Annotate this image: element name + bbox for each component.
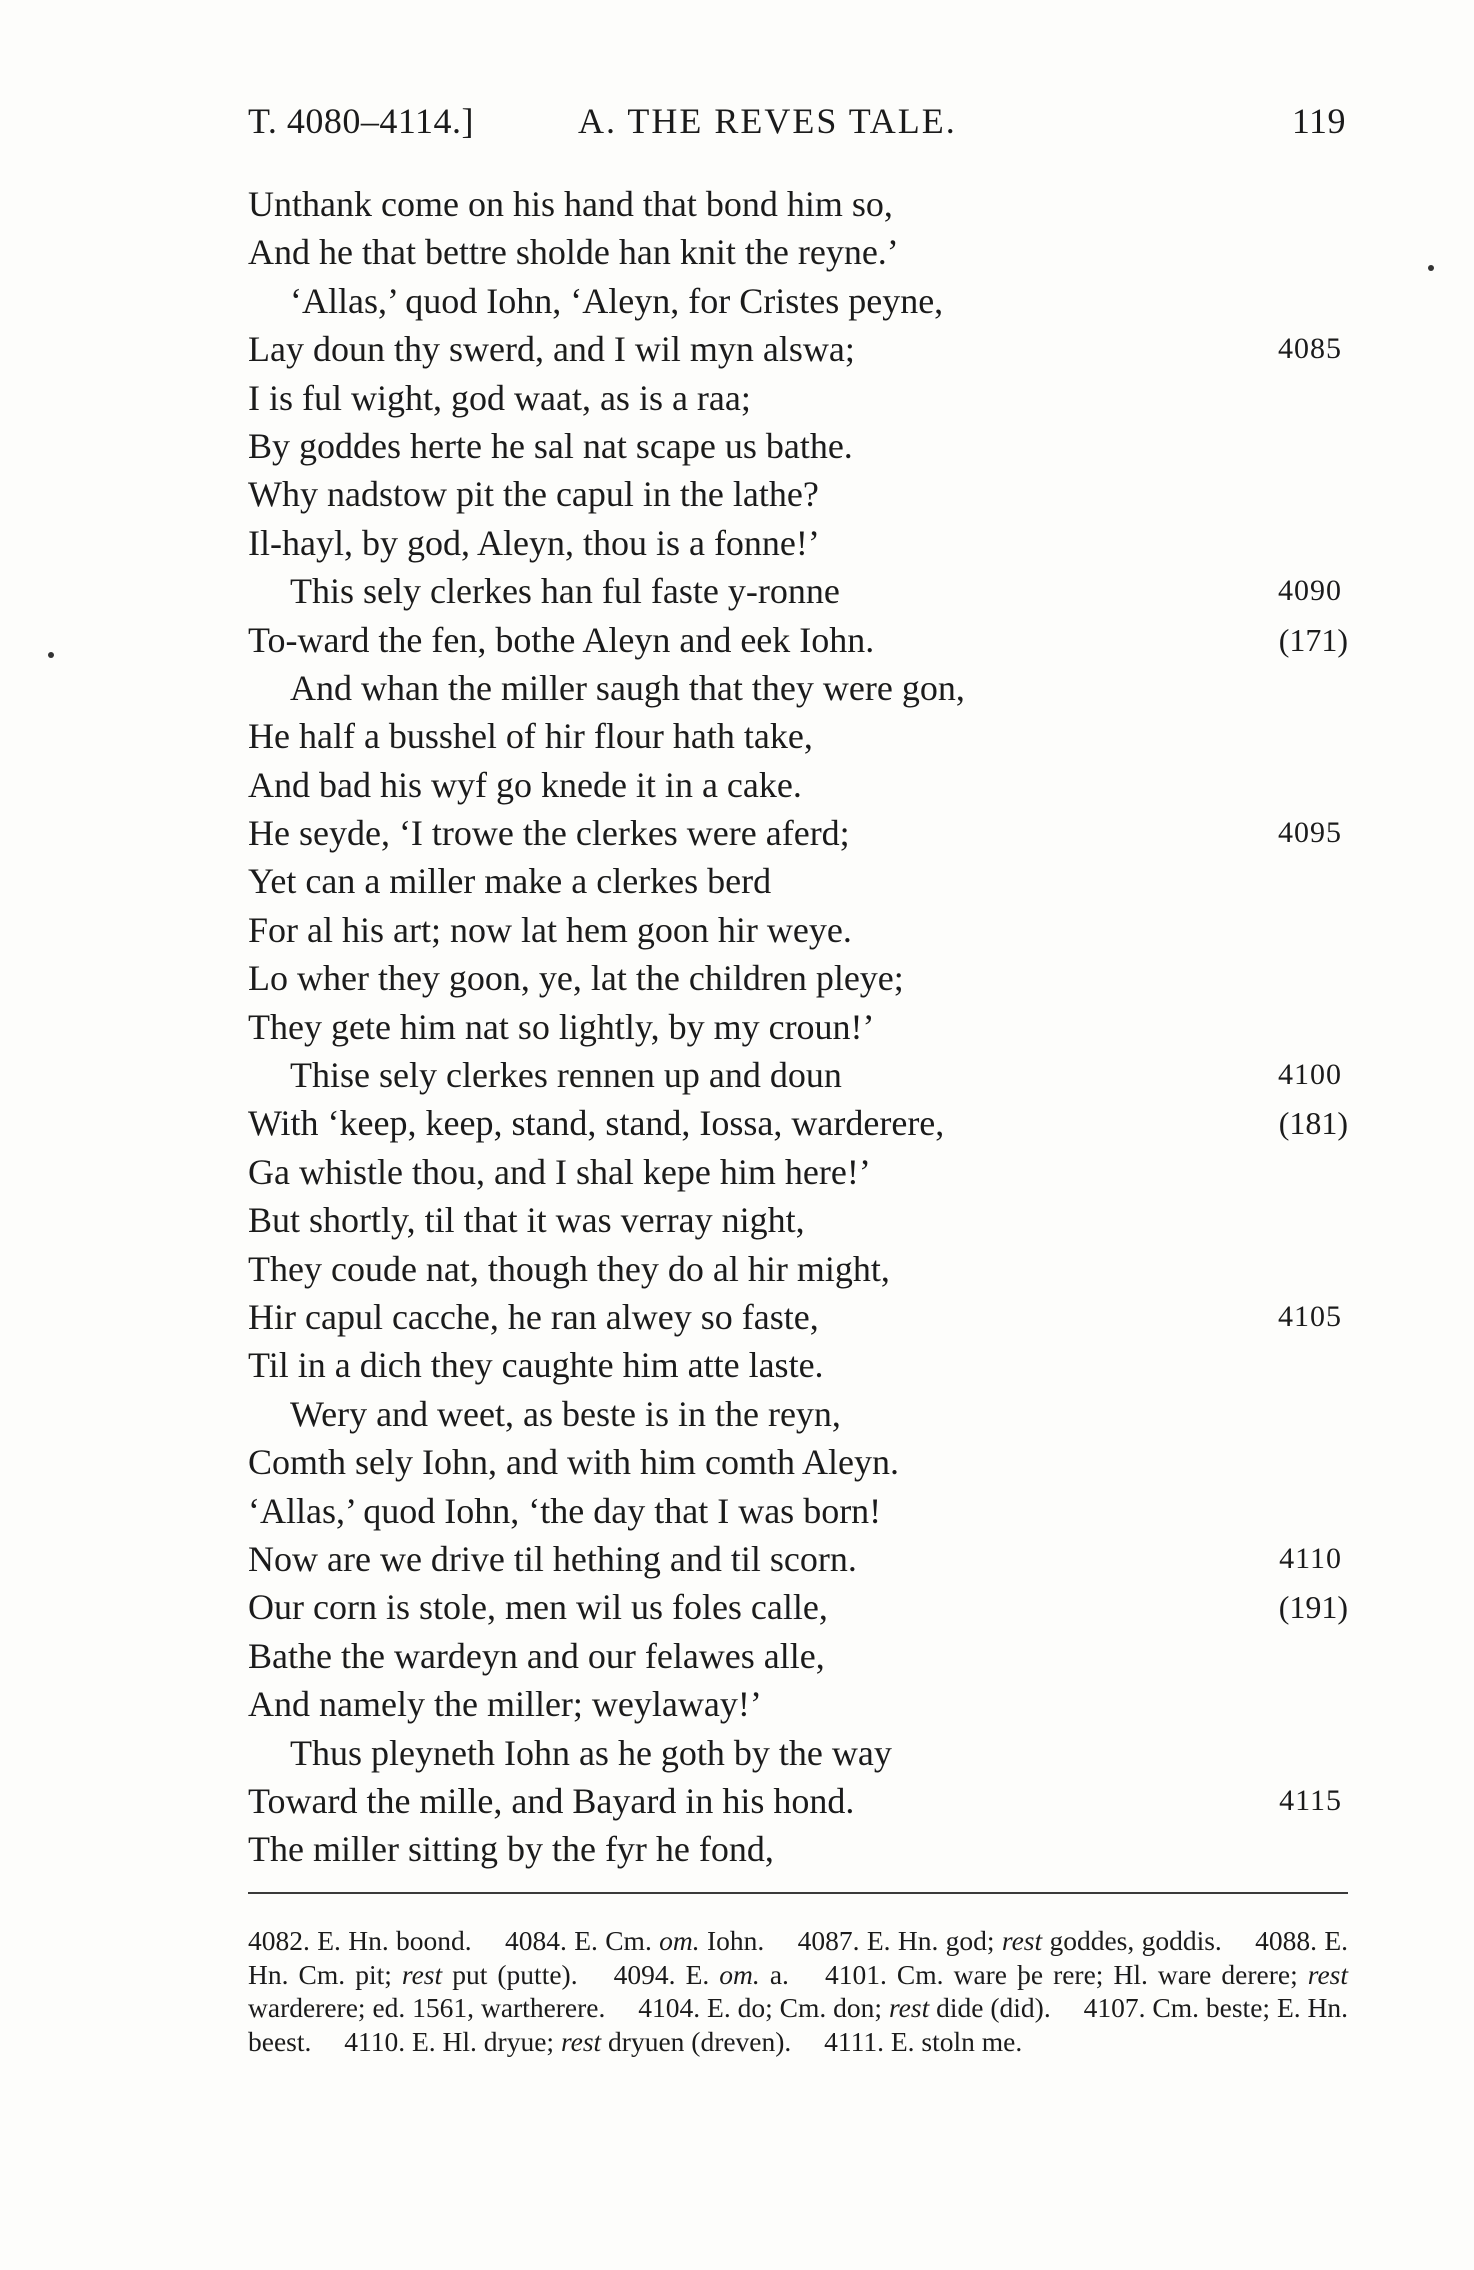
verse-line: [248, 1535, 1348, 1583]
note-italic-text: rest: [1001, 1925, 1043, 1956]
verse-line: [248, 228, 1348, 276]
verse-text: Hir capul cacche, he ran alwey so faste,: [248, 1296, 819, 1337]
verse-text: Lo wher they goon, ye, lat the children pleye;: [248, 958, 904, 999]
note-text: 4087. E. Hn. god;: [797, 1925, 1002, 1956]
verse-text: I is ful wight, god waat, as is a raa;: [248, 377, 751, 418]
note-italic-text: rest: [1307, 1958, 1348, 1990]
verse-text: Til in a dich they caughte him atte laste.: [248, 1345, 824, 1386]
line-number: 4095: [1278, 816, 1342, 850]
verse-text: Our corn is stole, men wil us foles calle,: [248, 1587, 828, 1628]
verse-line: [248, 567, 1348, 615]
verse-line: [248, 422, 1348, 470]
note-text: 4088. E. Hn. Cm. pit;: [248, 1925, 1349, 1990]
verse-text: And namely the miller; weylaway!’: [248, 1684, 762, 1725]
verse-line: [248, 1680, 1348, 1728]
verse-line: [248, 1293, 1348, 1341]
tale-title: A. THE REVES TALE.: [578, 101, 957, 141]
verse-text: Il-hayl, by god, Aleyn, thou is a fonne!’: [248, 522, 820, 563]
verse-line: [248, 1341, 1348, 1389]
verse-line: [248, 761, 1348, 809]
verse-line: [248, 1632, 1348, 1680]
note-text: 4084. E. Cm.: [505, 1925, 660, 1956]
verse-line: [248, 1051, 1348, 1099]
verse-text: Lay doun thy swerd, and I wil myn alswa;: [248, 329, 855, 370]
original-line-number: (181): [1278, 1105, 1348, 1142]
verse-text: He seyde, ‘I trowe the clerkes were aferd;: [248, 813, 850, 854]
verse-text: And he that bettre sholde han knit the reyne.’: [248, 232, 899, 273]
verse-line: [248, 180, 1348, 228]
verse-text: Ga whistle thou, and I shal kepe him here!’: [248, 1151, 871, 1192]
verse-text: Toward the mille, and Bayard in his hond.: [248, 1780, 855, 1821]
verse-text: By goddes herte he sal nat scape us bathe.: [248, 425, 853, 466]
margin-speck: [48, 652, 54, 658]
note-italic-text: om.: [719, 1958, 760, 1990]
verse-line: [248, 954, 1348, 1002]
note-text: put (putte).: [442, 1958, 578, 1990]
textual-note: [638, 1992, 1050, 2023]
line-number: 4115: [1279, 1783, 1342, 1817]
verse-line: [248, 1245, 1348, 1293]
original-line-number: (171): [1278, 621, 1348, 658]
verse-line: [248, 277, 1348, 325]
verse-line: [248, 1390, 1348, 1438]
verse-line: [248, 1003, 1348, 1051]
verse-line: [248, 857, 1348, 905]
note-text: 4107. Cm. beste; E. Hn. beest.: [248, 1992, 1348, 2057]
note-text: 4104. E. do; Cm. don;: [638, 1992, 889, 2023]
note-text: Iohn.: [699, 1925, 765, 1956]
line-number: 4105: [1278, 1299, 1342, 1333]
margin-speck: [1428, 265, 1434, 271]
verse-text: Thise sely clerkes rennen up and doun: [290, 1055, 842, 1096]
note-italic-text: om.: [659, 1925, 700, 1956]
line-number: 4110: [1279, 1541, 1342, 1575]
poem-text: [248, 180, 1348, 1874]
verse-text: To-ward the fen, bothe Aleyn and eek Iohn.: [248, 619, 875, 660]
verse-text: Thus pleyneth Iohn as he goth by the way: [290, 1732, 892, 1773]
verse-line: [248, 325, 1348, 373]
note-italic-text: rest: [401, 1958, 443, 1990]
line-number: 4100: [1278, 1058, 1342, 1092]
textual-note: [248, 1925, 472, 1956]
verse-line: [248, 906, 1348, 954]
textual-note: [824, 2026, 1022, 2057]
note-text: warderere; ed. 1561, wartherere.: [248, 1992, 606, 2023]
verse-text: But shortly, til that it was verray night,: [248, 1200, 805, 1241]
verse-line: [248, 664, 1348, 712]
note-text: goddes, goddis.: [1042, 1925, 1222, 1956]
verse-text: He half a busshel of hir flour hath take,: [248, 716, 813, 757]
verse-text: Now are we drive til hething and til scorn.: [248, 1538, 857, 1579]
running-header: [248, 100, 1348, 150]
verse-text: The miller sitting by the fyr he fond,: [248, 1829, 774, 1870]
line-range: T. 4080–4114.]: [248, 101, 474, 141]
verse-text: Bathe the wardeyn and our felawes alle,: [248, 1635, 825, 1676]
verse-line: [248, 1583, 1348, 1631]
verse-line: [248, 374, 1348, 422]
note-text: 4101. Cm. ware þe rere; Hl. ware derere;: [825, 1958, 1308, 1990]
verse-text: For al his art; now lat hem goon hir weye.: [248, 909, 852, 950]
note-italic-text: rest: [560, 2025, 602, 2057]
footnote-divider: [248, 1892, 1348, 1894]
line-number: 4085: [1278, 332, 1342, 366]
note-text: a.: [759, 1958, 789, 1990]
verse-line: [248, 1099, 1348, 1147]
verse-line: [248, 1729, 1348, 1777]
verse-text: Unthank come on his hand that bond him so,: [248, 184, 893, 224]
verse-line: [248, 1196, 1348, 1244]
note-text: 4110. E. Hl. dryue;: [344, 2025, 561, 2057]
textual-notes: [248, 1924, 1348, 2058]
note-text: 4094. E.: [613, 1958, 720, 1990]
verse-line: [248, 1777, 1348, 1825]
verse-line: [248, 712, 1348, 760]
textual-note: [505, 1925, 764, 1956]
verse-text: With ‘keep, keep, stand, stand, Iossa, warderere,: [248, 1103, 945, 1144]
textual-note: [344, 2026, 791, 2057]
original-line-number: (191): [1278, 1589, 1348, 1626]
verse-text: And whan the miller saugh that they were gon,: [290, 667, 965, 708]
note-text: 4082. E. Hn. boond.: [248, 1925, 472, 1956]
verse-text: Why nadstow pit the capul in the lathe?: [248, 474, 819, 515]
line-number: 4090: [1278, 574, 1342, 608]
verse-line: [248, 519, 1348, 567]
note-text: 4111. E. stoln me.: [824, 2025, 1023, 2057]
verse-text: They coude nat, though they do al hir might,: [248, 1248, 890, 1289]
note-text: dide (did).: [929, 1992, 1051, 2023]
verse-text: Wery and weet, as beste is in the reyn,: [290, 1393, 841, 1434]
textual-note: [614, 1959, 789, 1990]
verse-text: This sely clerkes han ful faste y-ronne: [290, 571, 840, 612]
verse-line: [248, 1487, 1348, 1535]
verse-text: Comth sely Iohn, and with him comth Aleyn.: [248, 1442, 899, 1483]
verse-line: [248, 1438, 1348, 1486]
verse-line: [248, 809, 1348, 857]
note-italic-text: rest: [888, 1992, 930, 2023]
verse-text: Yet can a miller make a clerkes berd: [248, 861, 772, 902]
verse-line: [248, 616, 1348, 664]
verse-text: And bad his wyf go knede it in a cake.: [248, 764, 802, 805]
page-number: 119: [1291, 101, 1346, 141]
verse-line: [248, 1825, 1348, 1873]
textual-note: [798, 1925, 1222, 1956]
verse-text: ‘Allas,’ quod Iohn, ‘Aleyn, for Cristes peyne,: [290, 280, 944, 321]
verse-text: ‘Allas,’ quod Iohn, ‘the day that I was born!: [248, 1490, 882, 1531]
verse-line: [248, 470, 1348, 518]
verse-line: [248, 1148, 1348, 1196]
verse-text: They gete him nat so lightly, by my croun!’: [248, 1006, 875, 1047]
note-text: dryuen (dreven).: [601, 2025, 792, 2057]
